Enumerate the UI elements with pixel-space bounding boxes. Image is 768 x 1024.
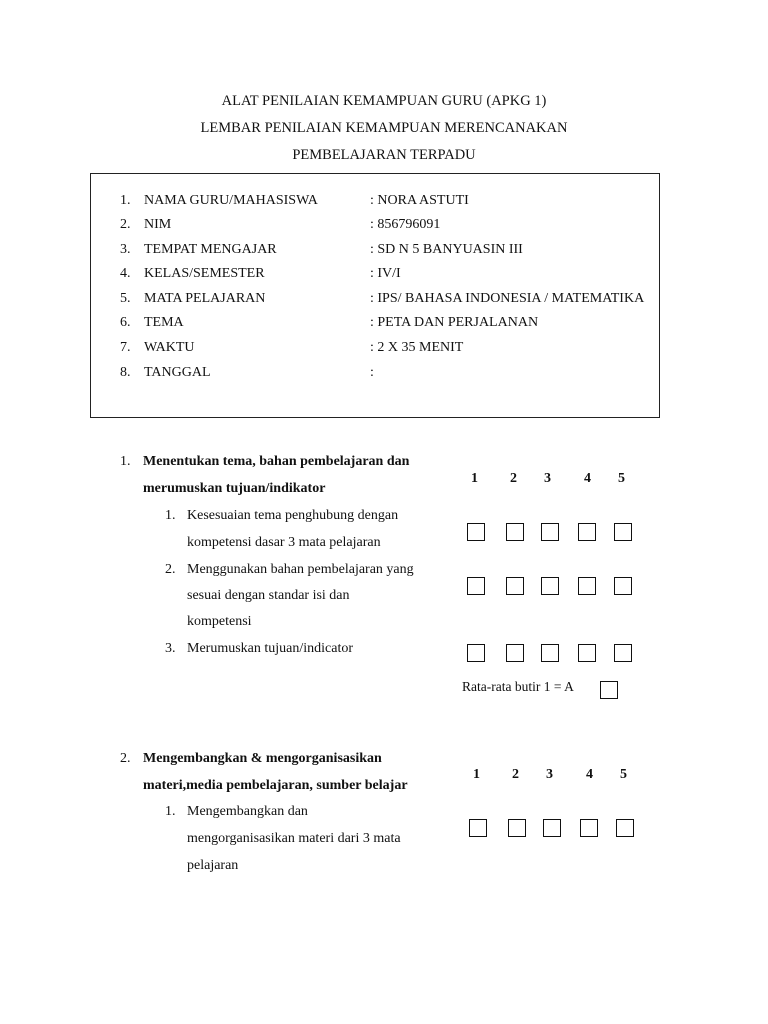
rating-checkbox-4[interactable] (578, 644, 596, 662)
scale-label: 3 (544, 471, 551, 486)
scale-label: 5 (618, 471, 625, 486)
info-row-value: : 856796091 (370, 217, 441, 232)
info-row-time (91, 340, 661, 362)
rating-checkbox-5[interactable] (614, 577, 632, 595)
info-row-label: MATA PELAJARAN (144, 291, 266, 306)
scale-label: 2 (512, 767, 519, 782)
section-title: Mengembangkan & mengorganisasikan (143, 751, 382, 766)
info-row-number: 1. (120, 193, 131, 208)
rating-checkbox-1[interactable] (467, 523, 485, 541)
rating-checkbox-3[interactable] (541, 644, 559, 662)
item-number: 1. (165, 804, 176, 819)
rating-checkbox-4[interactable] (580, 819, 598, 837)
info-row-number: 5. (120, 291, 131, 306)
info-row-value: : IPS/ BAHASA INDONESIA / MATEMATIKA (370, 291, 645, 306)
info-row-value: : SD N 5 BANYUASIN III (370, 242, 523, 257)
rating-checkbox-2[interactable] (506, 644, 524, 662)
rating-checkbox-3[interactable] (541, 523, 559, 541)
rating-checkbox-1[interactable] (469, 819, 487, 837)
info-row-teaching-place (91, 242, 661, 264)
item-text: mengorganisasikan materi dari 3 mata (187, 831, 401, 846)
rating-checkbox-5[interactable] (614, 523, 632, 541)
form-subtitle: LEMBAR PENILAIAN KEMAMPUAN MERENCANAKAN (200, 120, 568, 136)
item-text: pelajaran (187, 858, 239, 873)
item-number: 1. (165, 508, 176, 523)
info-row-name (91, 193, 661, 215)
info-row-value: : (370, 365, 374, 380)
info-row-value: : NORA ASTUTI (370, 193, 469, 208)
rating-checkbox-3[interactable] (543, 819, 561, 837)
info-row-number: 8. (120, 365, 131, 380)
scale-label: 5 (620, 767, 627, 782)
item-text: Menggunakan bahan pembelajaran yang (187, 562, 414, 577)
rating-checkbox-2[interactable] (506, 523, 524, 541)
info-row-date (91, 365, 661, 387)
section-title: merumuskan tujuan/indikator (143, 481, 326, 496)
info-row-number: 2. (120, 217, 131, 232)
rating-checkbox-2[interactable] (506, 577, 524, 595)
rating-checkbox-4[interactable] (578, 577, 596, 595)
info-row-class-semester (91, 266, 661, 288)
item-text: Merumuskan tujuan/indicator (187, 641, 354, 656)
info-row-label: KELAS/SEMESTER (144, 266, 265, 281)
item-number: 3. (165, 641, 176, 656)
item-text: Mengembangkan dan (187, 804, 308, 819)
scale-label: 2 (510, 471, 517, 486)
info-row-label: TEMA (144, 315, 184, 330)
section-title: Menentukan tema, bahan pembelajaran dan (143, 454, 410, 469)
info-row-theme (91, 315, 661, 337)
info-row-number: 4. (120, 266, 131, 281)
info-row-number: 6. (120, 315, 131, 330)
rating-checkbox-4[interactable] (578, 523, 596, 541)
average-label: Rata-rata butir 1 = A (462, 679, 574, 694)
info-row-subject (91, 291, 661, 313)
rating-checkbox-5[interactable] (616, 819, 634, 837)
info-row-label: TEMPAT MENGAJAR (144, 242, 277, 257)
item-number: 2. (165, 562, 176, 577)
identity-info-box (90, 173, 660, 418)
scale-label: 4 (584, 471, 591, 486)
info-row-label: NIM (144, 217, 172, 232)
rating-checkbox-1[interactable] (467, 644, 485, 662)
rating-checkbox-5[interactable] (614, 644, 632, 662)
info-row-label: TANGGAL (144, 365, 211, 380)
info-row-number: 7. (120, 340, 131, 355)
section-number: 1. (120, 454, 131, 469)
scale-label: 1 (473, 767, 480, 782)
rating-checkbox-2[interactable] (508, 819, 526, 837)
scale-label: 4 (586, 767, 593, 782)
info-row-nim (91, 217, 661, 239)
item-text: sesuai dengan standar isi dan (187, 588, 350, 603)
info-row-label: NAMA GURU/MAHASISWA (144, 193, 318, 208)
rating-checkbox-1[interactable] (467, 577, 485, 595)
rating-checkbox-3[interactable] (541, 577, 559, 595)
scale-label: 3 (546, 767, 553, 782)
info-row-value: : PETA DAN PERJALANAN (370, 315, 539, 330)
info-row-value: : 2 X 35 MENIT (370, 340, 464, 355)
info-row-value: : IV/I (370, 266, 401, 281)
info-row-number: 3. (120, 242, 131, 257)
section-title: materi,media pembelajaran, sumber belajar (143, 778, 408, 793)
form-subtitle-2: PEMBELAJARAN TERPADU (292, 147, 476, 163)
scale-label: 1 (471, 471, 478, 486)
info-row-label: WAKTU (144, 340, 195, 355)
item-text: Kesesuaian tema penghubung dengan (187, 508, 399, 523)
average-score-box[interactable] (600, 681, 618, 699)
section-number: 2. (120, 751, 131, 766)
item-text: kompetensi dasar 3 mata pelajaran (187, 535, 381, 550)
item-text: kompetensi (187, 614, 252, 629)
form-title: ALAT PENILAIAN KEMAMPUAN GURU (APKG 1) (221, 93, 547, 109)
